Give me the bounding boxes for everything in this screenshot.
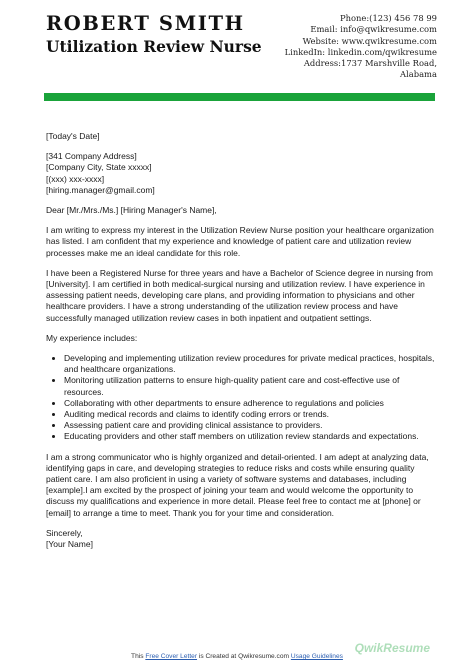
contact-address-state: Alabama <box>399 69 437 80</box>
contact-email: Email: info@qwikresume.com <box>310 24 437 35</box>
address-line: [(xxx) xxx-xxxx] <box>46 173 105 184</box>
recipient-address <box>46 151 438 196</box>
qwikresume-watermark: QwikResume <box>354 641 430 655</box>
list-item: • Collaborating with other departments to ensure adherence to regulations and policies <box>64 398 438 409</box>
paragraph-closing: I am a strong communicator who is highly organized and detail-oriented. I am adept at analyzing data, identifying gaps in care, and developing strategies to reduce risks and costs while ensuring quality patient care. I am also proficient in using a variety of software systems and databases, including [example].I am excited by the prospect of joining your team and would welcome the opportunity to discuss my qualifications and experience in more detail. Please feel free to contact me at [phone] or [email] to arrange a time to meet. Thank you for your time and consideration. <box>46 451 429 518</box>
paragraph-background: I have been a Registered Nurse for three years and have a Bachelor of Science degree in nursing from [University]. I am certified in both medical-surgical nursing and utilization review. I have experience in assessing patient needs, developing care plans, and providing information to physicians and other healthcare providers. I have a strong understanding of the utilization review process and have successfully managed utilization review cases in both inpatient and outpatient settings. <box>46 267 433 323</box>
letter-body <box>46 131 438 550</box>
address-line: [341 Company Address] <box>46 151 137 162</box>
list-item: • Auditing medical records and claims to identify coding errors or trends. <box>64 409 438 420</box>
job-title: Utilization Review Nurse <box>46 37 262 56</box>
signature-block <box>46 528 438 550</box>
signature-name: [Your Name] <box>46 539 93 550</box>
experience-intro: My experience includes: <box>46 332 138 343</box>
list-item: • Assessing patient care and providing clinical assistance to providers. <box>64 420 438 431</box>
contact-phone: Phone:(123) 456 78 99 <box>339 13 437 23</box>
contact-block <box>237 13 437 81</box>
list-item: • Educating providers and other staff members on utilization review standards and expectations. <box>64 431 438 442</box>
free-cover-letter-link[interactable]: Free Cover Letter <box>145 653 198 660</box>
paragraph-intro: I am writing to express my interest in the Utilization Review Nurse position your healthcare organization has listed. I am confident that my experience and knowledge of patient care and utilization review processes make me an ideal candidate for this role. <box>46 225 434 258</box>
experience-list <box>46 353 438 443</box>
list-item: • Monitoring utilization patterns to ensure high-quality patient care and cost-effective use of resources. <box>64 375 438 397</box>
page-footer <box>0 653 474 660</box>
salutation: Dear [Mr./Mrs./Ms.] [Hiring Manager's Name], <box>46 205 217 216</box>
contact-website: Website: www.qwikresume.com <box>302 35 437 46</box>
address-line: [Company City, State xxxxx] <box>46 162 152 173</box>
contact-linkedin: LinkedIn: linkedin.com/qwikresume <box>284 46 437 57</box>
contact-address: Address:1737 Marshville Road, <box>303 58 437 69</box>
footer-prefix: This <box>131 653 144 660</box>
applicant-name: ROBERT SMITH <box>46 12 245 35</box>
address-line: [hiring.manager@gmail.com] <box>46 184 155 195</box>
usage-guidelines-link[interactable]: Usage Guidelines <box>290 653 343 660</box>
list-item: • Developing and implementing utilization review procedures for private medical practices, hospitals, and healthcare organizations. <box>64 353 438 375</box>
header-divider-bar <box>44 93 435 101</box>
footer-middle: is Created at Qwikresume.com <box>198 653 290 660</box>
closing-word: Sincerely, <box>46 527 83 538</box>
letter-date: [Today's Date] <box>46 131 100 141</box>
